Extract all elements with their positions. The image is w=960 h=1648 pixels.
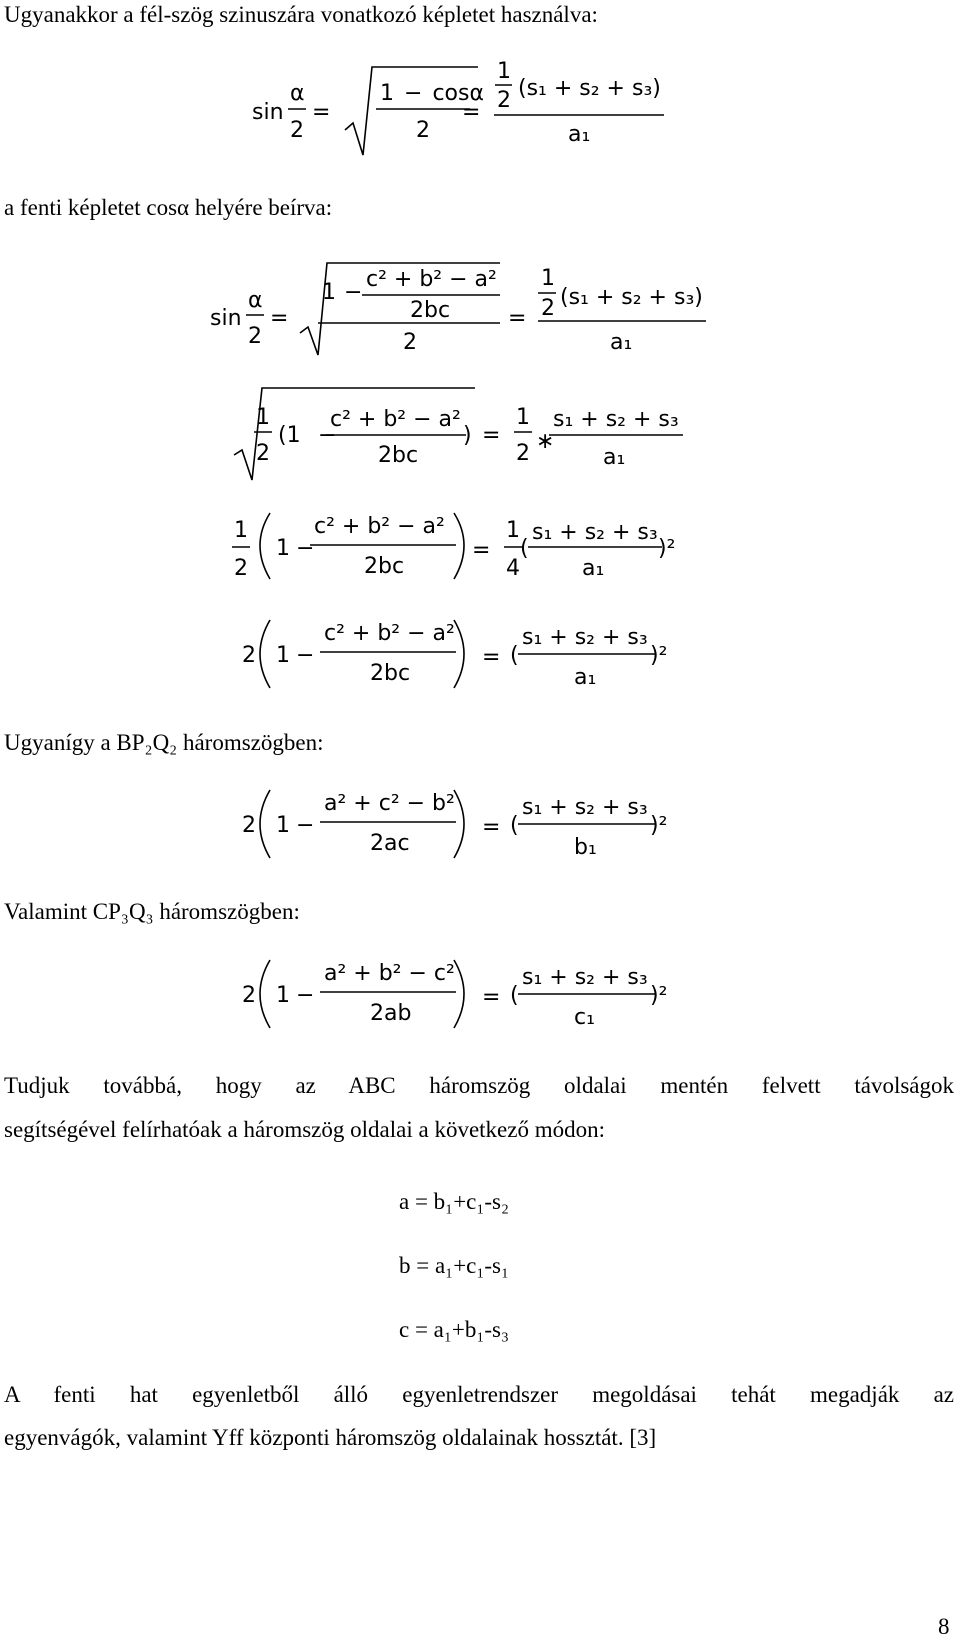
rparen-sq: )²	[650, 643, 668, 668]
lparen: (	[510, 983, 519, 1008]
equals-sign: =	[482, 645, 501, 670]
star: ∗	[536, 429, 555, 454]
half-num: 1	[256, 405, 270, 430]
side-c-equation: c = a₁+b₁-s₃	[399, 1317, 510, 1342]
equals-sign: =	[482, 815, 501, 840]
equals-sign-2: =	[508, 306, 527, 331]
half-num: 1	[234, 518, 248, 543]
two-den-2: 2	[403, 330, 417, 355]
cbA-num: c² + b² − a²	[366, 267, 497, 292]
half-den-2: 2	[516, 441, 530, 466]
cp3q3-text: Valamint CP₃Q₃ háromszögben:	[4, 899, 300, 924]
cbA-num: c² + b² − a²	[324, 621, 455, 646]
two-den: 2	[248, 324, 262, 349]
final-line-2: egyenvágók, valamint Yff központi háromszög oldalainak hossztát. [3]	[4, 1425, 657, 1450]
minus: −	[296, 643, 315, 668]
four-den: 4	[506, 556, 520, 581]
bc-den: 2bc	[410, 298, 451, 323]
side-a-equation: a = b₁+c₁-s₂	[399, 1189, 510, 1214]
formula-quarter	[0, 505, 960, 605]
minus: −	[318, 423, 337, 448]
cbA-num: c² + b² − a²	[314, 514, 445, 539]
open-paren-one: (1	[278, 423, 301, 448]
rparen-sq: )²	[650, 983, 668, 1008]
side-b-equation: b = a₁+c₁-s₁	[399, 1253, 510, 1278]
half-num: 1	[497, 59, 511, 84]
ac-den: 2ac	[370, 831, 410, 856]
intro-text: Ugyanakkor a fél-szög szinuszára vonatkozó képletet használva:	[4, 2, 598, 27]
a1-den: a₁	[574, 665, 597, 690]
s-sum: s₁ + s₂ + s₃	[532, 520, 658, 545]
page-number: 8	[938, 1614, 950, 1639]
one: 1	[276, 983, 290, 1008]
equals-sign: =	[312, 100, 331, 125]
rparen-sq: )²	[650, 813, 668, 838]
s-sum: s₁ + s₂ + s₃	[522, 965, 648, 990]
bp2q2-text: Ugyanígy a BP₂Q₂ háromszögben:	[4, 730, 324, 755]
formula-a1-squared	[0, 610, 960, 710]
half-num-2: 1	[516, 405, 530, 430]
s-sum: s₁ + s₂ + s₃	[522, 795, 648, 820]
lparen: (	[520, 536, 529, 561]
abC-num: a² + b² − c²	[324, 961, 455, 986]
tudjuk-line-1: Tudjuk továbbá, hogy az ABC háromszög oldalai mentén felvett távolságok	[4, 1073, 954, 1098]
s-sum: s₁ + s₂ + s₃	[522, 625, 648, 650]
formula-b1-squared	[0, 780, 960, 880]
minus: −	[296, 536, 315, 561]
two-den-2: 2	[416, 118, 430, 143]
half-den: 2	[497, 88, 511, 113]
one-minus: 1 − cosα	[380, 81, 484, 106]
bc-den: 2bc	[378, 443, 419, 468]
b1-den: b₁	[574, 835, 597, 860]
bc-den: 2bc	[370, 661, 411, 686]
two-coef: 2	[242, 643, 256, 668]
two-den: 2	[290, 118, 304, 143]
equals-sign: =	[270, 306, 289, 331]
formula-substituted	[0, 255, 960, 365]
substitution-text: a fenti képletet cosα helyére beírva:	[4, 195, 333, 220]
minus: −	[296, 813, 315, 838]
one: 1	[276, 536, 290, 561]
two-coef: 2	[242, 813, 256, 838]
bc-den: 2bc	[364, 554, 405, 579]
cbA-num: c² + b² − a²	[330, 407, 461, 432]
half-den: 2	[541, 296, 555, 321]
s-sum: s₁ + s₂ + s₃	[553, 407, 679, 432]
a1-den: a₁	[610, 330, 633, 355]
ab-den: 2ab	[370, 1001, 412, 1026]
a1-den: a₁	[582, 556, 605, 581]
minus: −	[344, 280, 363, 305]
one: 1	[276, 643, 290, 668]
formula-squared-root	[0, 380, 960, 480]
equals-sign-2: =	[462, 100, 481, 125]
half-den: 2	[234, 556, 248, 581]
sin-label: sin	[252, 100, 284, 125]
acB-num: a² + c² − b²	[324, 791, 455, 816]
half-num: 1	[541, 266, 555, 291]
tudjuk-line-2: segítségével felírhatóak a háromszög oldalai a következő módon:	[4, 1117, 605, 1142]
equals-sign: =	[482, 423, 501, 448]
one: 1	[276, 813, 290, 838]
rparen-sq: )²	[658, 536, 676, 561]
a1-den: a₁	[568, 122, 591, 147]
s-sum-paren: (s₁ + s₂ + s₃)	[518, 76, 661, 101]
s-sum-paren: (s₁ + s₂ + s₃)	[560, 285, 703, 310]
lparen: (	[510, 813, 519, 838]
half-den: 2	[256, 441, 270, 466]
formula-c1-squared	[0, 950, 960, 1050]
final-line-1: A fenti hat egyenletből álló egyenletrendszer megoldásai tehát megadják az	[4, 1382, 954, 1407]
c1-den: c₁	[574, 1005, 595, 1030]
two-coef: 2	[242, 983, 256, 1008]
rparen: )	[463, 423, 472, 448]
alpha-num: α	[290, 81, 305, 106]
equals-sign: =	[482, 985, 501, 1010]
one-num: 1	[506, 518, 520, 543]
one: 1	[322, 280, 336, 305]
a1-den: a₁	[603, 445, 626, 470]
formula-half-angle	[0, 55, 960, 165]
lparen: (	[510, 643, 519, 668]
minus: −	[296, 983, 315, 1008]
alpha-num: α	[248, 288, 263, 313]
sin-label: sin	[210, 306, 242, 331]
equals-sign: =	[472, 538, 491, 563]
